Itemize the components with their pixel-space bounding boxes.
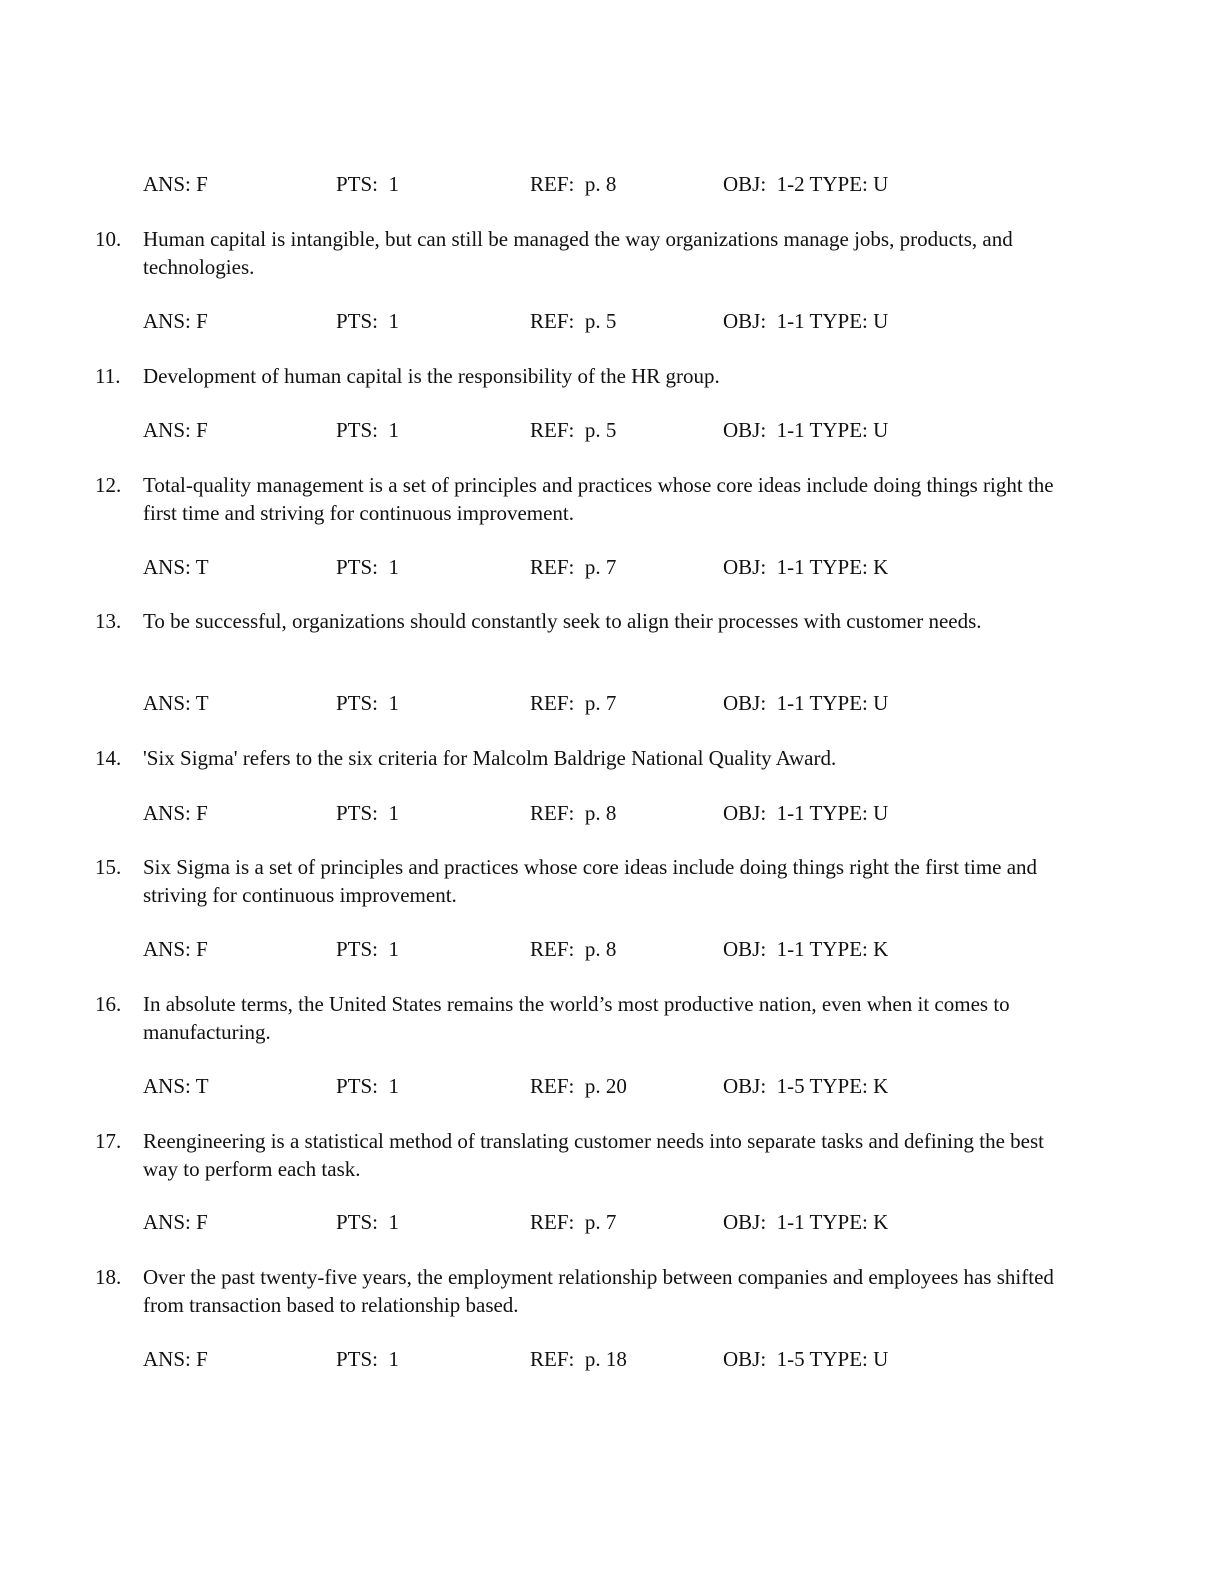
page-reference: REF: p. 8 (530, 172, 617, 196)
page-reference: REF: p. 20 (530, 1074, 627, 1098)
answer-row (143, 553, 1043, 581)
answer-key: ANS: F (143, 172, 208, 196)
question-item (95, 225, 1075, 281)
question-item (95, 607, 1075, 635)
objective-type: OBJ: 1-1 TYPE: K (723, 555, 889, 579)
answer-row (143, 799, 1043, 827)
answer-key: ANS: T (143, 691, 209, 715)
objective-type: OBJ: 1-1 TYPE: U (723, 309, 889, 333)
answer-key: ANS: F (143, 1347, 208, 1371)
page-reference: REF: p. 7 (530, 691, 617, 715)
question-text: Total-quality management is a set of principles and practices whose core ideas include doing things right the first time and striving for continuous improvement. (143, 473, 1054, 525)
question-item (95, 744, 1075, 772)
points: PTS: 1 (336, 1210, 400, 1234)
points: PTS: 1 (336, 172, 400, 196)
answer-key: ANS: F (143, 937, 208, 961)
question-number: 11. (95, 364, 121, 388)
objective-type: OBJ: 1-1 TYPE: K (723, 937, 889, 961)
objective-type: OBJ: 1-5 TYPE: K (723, 1074, 889, 1098)
answer-key: ANS: F (143, 418, 208, 442)
question-item (95, 853, 1075, 909)
page-reference: REF: p. 5 (530, 309, 617, 333)
objective-type: OBJ: 1-2 TYPE: U (723, 172, 889, 196)
page-reference: REF: p. 7 (530, 1210, 617, 1234)
points: PTS: 1 (336, 555, 400, 579)
answer-row (143, 1208, 1043, 1236)
answer-row (143, 689, 1043, 717)
answer-key: ANS: F (143, 801, 208, 825)
question-number: 14. (95, 746, 122, 770)
question-number: 12. (95, 473, 122, 497)
question-number: 13. (95, 609, 122, 633)
points: PTS: 1 (336, 309, 400, 333)
answer-row (143, 170, 1043, 198)
points: PTS: 1 (336, 1347, 400, 1371)
question-text: 'Six Sigma' refers to the six criteria for Malcolm Baldrige National Quality Award. (143, 746, 837, 770)
answer-row (143, 1345, 1043, 1373)
question-number: 16. (95, 992, 122, 1016)
question-item (95, 1127, 1075, 1183)
page-reference: REF: p. 7 (530, 555, 617, 579)
question-number: 15. (95, 855, 122, 879)
objective-type: OBJ: 1-1 TYPE: U (723, 691, 889, 715)
answer-row (143, 307, 1043, 335)
question-text: Six Sigma is a set of principles and practices whose core ideas include doing things right the first time and striving for continuous improvement. (143, 855, 1038, 907)
question-item (95, 990, 1075, 1046)
answer-key: ANS: F (143, 1210, 208, 1234)
answer-row (143, 416, 1043, 444)
objective-type: OBJ: 1-1 TYPE: U (723, 418, 889, 442)
points: PTS: 1 (336, 801, 400, 825)
question-text: In absolute terms, the United States remains the world’s most productive nation, even when it comes to manufacturing. (143, 992, 1010, 1044)
question-item (95, 1263, 1075, 1319)
question-text: Development of human capital is the responsibility of the HR group. (143, 364, 720, 388)
question-text: Over the past twenty-five years, the employment relationship between companies and employees has shifted from transaction based to relationship based. (143, 1265, 1054, 1317)
points: PTS: 1 (336, 1074, 400, 1098)
question-item (95, 471, 1075, 527)
points: PTS: 1 (336, 937, 400, 961)
objective-type: OBJ: 1-1 TYPE: K (723, 1210, 889, 1234)
question-number: 10. (95, 227, 122, 251)
objective-type: OBJ: 1-1 TYPE: U (723, 801, 889, 825)
answer-row (143, 1072, 1043, 1100)
question-text: To be successful, organizations should constantly seek to align their processes with customer needs. (143, 609, 982, 633)
page-reference: REF: p. 8 (530, 801, 617, 825)
answer-key: ANS: F (143, 309, 208, 333)
answer-key: ANS: T (143, 555, 209, 579)
question-number: 18. (95, 1265, 122, 1289)
points: PTS: 1 (336, 691, 400, 715)
question-text: Reengineering is a statistical method of translating customer needs into separate tasks and defining the best way to perform each task. (143, 1129, 1045, 1181)
page-reference: REF: p. 5 (530, 418, 617, 442)
question-number: 17. (95, 1129, 122, 1153)
page-reference: REF: p. 8 (530, 937, 617, 961)
question-text: Human capital is intangible, but can still be managed the way organizations manage jobs, products, and technologies. (143, 227, 1013, 279)
points: PTS: 1 (336, 418, 400, 442)
question-item (95, 362, 1075, 390)
page-reference: REF: p. 18 (530, 1347, 627, 1371)
objective-type: OBJ: 1-5 TYPE: U (723, 1347, 889, 1371)
answer-row (143, 935, 1043, 963)
answer-key: ANS: T (143, 1074, 209, 1098)
